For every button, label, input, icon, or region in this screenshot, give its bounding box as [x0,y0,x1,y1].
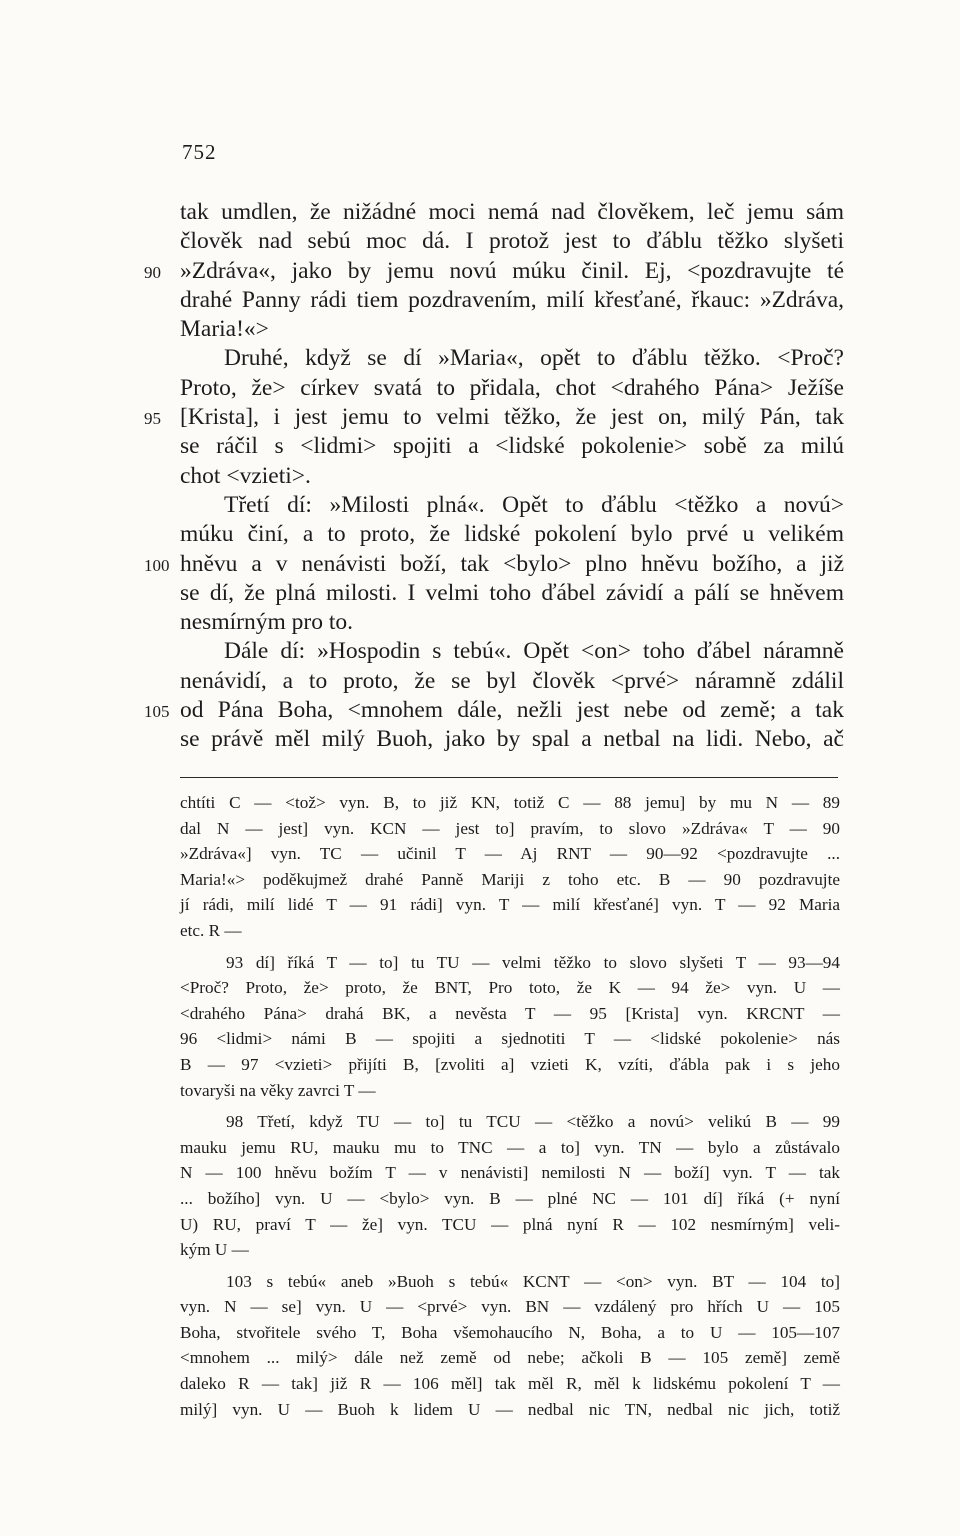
line-number: 100 [144,555,170,575]
line-number: 90 [144,262,161,282]
line-text: od Pána Boha, <mnohem dále, nežli jest nebe od země; a tak [180,697,844,724]
note-line: chtíti C — <tož> vyn. B, to již KN, totiž C — 88 jemu] by mu N — 89 [180,793,840,812]
note-line: 98 Třetí, když TU — to] tu TCU — <těžko a novú> velikú B — 99 [226,1112,840,1132]
line-text: nenávidí, a to proto, že se byl člověk <prvé> náramně zdálil [180,667,844,694]
critical-apparatus [180,790,840,1428]
note-line: N — 100 hněvu božím T — v nenávisti] nemilosti N — boží] vyn. T — tak [180,1163,840,1183]
note-line: 93 dí] říká T — to] tu TU — velmi těžko to slovo slyšeti T — 93—94 [226,952,840,972]
text-line [180,286,844,315]
line-text: Druhé, když se dí »Maria«, opět to ďáblu těžko. <Proč? [224,345,844,372]
text-line [144,257,844,286]
text-line [180,374,844,403]
line-text: se právě měl milý Buoh, jako by spal a netbal na lidi. Nebo, ač [180,726,844,753]
note-line: B — 97 <vzieti> přijíti B, [zvoliti a] vzieti K, vzíti, ďábla pak i s jeho [180,1054,840,1074]
note-paragraph [180,950,840,1104]
note-line: tovaryši na věky zavrci T — [180,1080,376,1100]
text-line [180,227,844,256]
note-line: kým U — [180,1240,249,1260]
note-line: <drahého Pána> drahá BK, a nevěsta T — 95 [Krista] vyn. KRCNT — [180,1003,840,1023]
line-text: nesmírným pro to. [180,609,353,636]
line-text: drahé Panny rádi tiem pozdravením, milí křesťané, řkauc: »Zdráva, [180,286,844,313]
text-line [180,344,844,373]
note-paragraph [180,1109,840,1263]
text-line [144,550,844,579]
page-number: 752 [182,140,217,164]
text-line [180,637,844,666]
line-text: Třetí dí: »Milosti plná«. Opět to ďáblu <těžko a novú> [224,491,844,518]
line-text: chot <vzieti>. [180,462,311,489]
note-paragraph [180,1269,840,1423]
text-line [180,520,844,549]
text-line [144,696,844,725]
note-line: daleko R — tak] již R — 106 měl] tak měl R, měl k lidskému pokolení T — [180,1374,840,1394]
note-line: vyn. N — se] vyn. U — <prvé> vyn. BN — vzdálený pro hřích U — 105 [180,1297,840,1317]
text-line [180,667,844,696]
text-line [180,198,844,227]
note-line: 96 <lidmi> námi B — spojiti a sjednotiti T — <lidské pokolenie> nás [180,1029,840,1049]
line-text: Maria!«> [180,316,269,343]
line-text: člověk nad sebú moc dá. I protož jest to ďáblu těžko slyšeti [180,228,844,255]
text-line [180,432,844,461]
text-line [180,462,844,491]
text-line [180,725,844,754]
line-text: Proto, že> církev svatá to přidala, chot <drahého Pána> Ježíše [180,374,844,401]
text-line [180,579,844,608]
line-text: Dále dí: »Hospodin s tebú«. Opět <on> toho ďábel náramně [224,638,844,665]
note-line: milý] vyn. U — Buoh k lidem U — nedbal nic TN, nedbal nic jich, totiž [180,1399,840,1419]
footnote-divider [180,777,838,778]
line-text: tak umdlen, že nižádné moci nemá nad člověkem, leč jemu sám [180,199,844,225]
note-line: <mnohem ... milý> dále než země od nebe; ačkoli B — 105 země] země [180,1348,840,1368]
note-line: <Proč? Proto, že> proto, že BNT, Pro toto, že K — 94 že> vyn. U — [180,978,840,998]
line-text: se ráčil s <lidmi> spojiti a <lidské pokolenie> sobě za milú [180,433,844,460]
text-line [180,608,844,637]
note-line: Boha, stvořitele svého T, Boha všemohaucího N, Boha, a to U — 105—107 [180,1322,840,1342]
note-paragraph [180,790,840,944]
text-line [180,491,844,520]
note-line: U) RU, praví T — že] vyn. TCU — plná nyní R — 102 nesmírným] veli- [180,1214,840,1234]
note-line: etc. R — [180,920,242,940]
note-line: »Zdráva«] vyn. TC — učinil T — Aj RNT — 90—92 <pozdravujte ... [180,844,840,864]
line-text: múku činí, a to proto, že lidské pokolení bylo prvé u velikém [180,521,844,548]
line-number: 95 [144,409,161,429]
line-text: [Krista], i jest jemu to velmi těžko, že jest on, milý Pán, tak [180,404,844,431]
note-line: ... božího] vyn. U — <bylo> vyn. B — plné NC — 101 dí] říká (+ nyní [180,1188,840,1208]
line-number: 105 [144,702,170,722]
note-line: jí rádi, milí lidé T — 91 rádi] vyn. T — milí křesťané] vyn. T — 92 Maria [180,895,840,915]
note-line: mauku jemu RU, mauku mu to TNC — a to] vyn. TN — bylo a zůstávalo [180,1137,840,1157]
note-line: 103 s tebú« aneb »Buoh s tebú« KCNT — <on> vyn. BT — 104 to] [226,1271,840,1291]
note-line: dal N — jest] vyn. KCN — jest to] pravím, to slovo »Zdráva« T — 90 [180,818,840,838]
main-text [144,198,844,755]
text-line [180,315,844,344]
line-text: hněvu a v nenávisti boží, tak <bylo> plno hněvu božího, a již [180,550,844,577]
text-line [144,403,844,432]
note-line: Maria!«> poděkujmež drahé Panně Mariji z toho etc. B — 90 pozdravujte [180,869,840,889]
line-text: »Zdráva«, jako by jemu novú múku činil. Ej, <pozdravujte té [180,257,844,284]
line-text: se dí, že plná milosti. I velmi toho ďábel závidí a pálí se hněvem [180,579,844,606]
